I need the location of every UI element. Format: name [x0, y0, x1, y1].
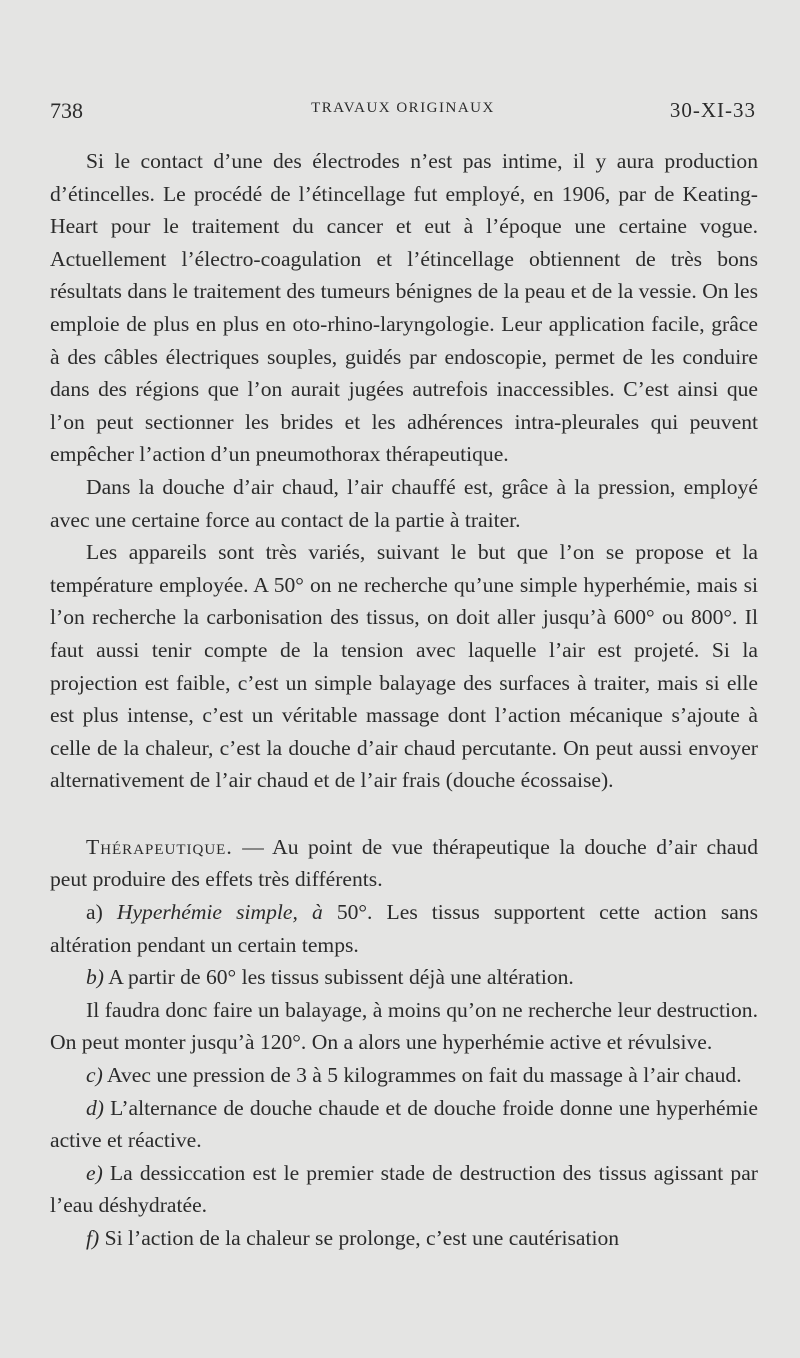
running-title: TRAVAUX ORIGINAUX: [311, 100, 495, 116]
list-item: a) Hyperhémie simple, à 50°. Les tissus supportent cette action sans altération pendant un certain temps.: [50, 900, 759, 957]
list-marker: d): [86, 1095, 104, 1120]
page-number: 738: [50, 98, 83, 123]
section-heading: Thérapeutique.: [86, 834, 233, 859]
list-item: e) La dessiccation est le premier stade de destruction des tissus agissant par l’eau déshydratée.: [50, 1160, 758, 1218]
header-date: 30-XI-33: [669, 98, 756, 122]
list-marker: b): [86, 965, 104, 990]
running-header: [50, 98, 756, 128]
list-item: c) Avec une pression de 3 à 5 kilogrammes on fait du massage à l’air chaud.: [86, 1063, 742, 1088]
list-marker: a): [86, 900, 103, 925]
body-text: [50, 145, 758, 1255]
list-marker: c): [86, 1063, 103, 1088]
list-item: f) Si l’action de la chaleur se prolonge, c’est une cautérisation: [86, 1226, 620, 1250]
list-marker: e): [86, 1160, 103, 1185]
list-item: b) A partir de 60° les tissus subissent déjà une altération.: [86, 965, 574, 990]
paragraph: Si le contact d’une des électrodes n’est pas intime, il y aura production d’étincelles. Le procédé de l’étincellage fut employé, en 1906, par de Keating-Heart pour le traitement du cancer et eut à l’époque une certaine vogue. Actuellement l’électro-coagulation et l’étincellage obtiennent de très bons résultats dans le traitement des tumeurs bénignes de la peau et de la vessie. On les emploie de plus en plus en oto-rhino-laryngologie. Leur application facile, grâce à des câbles électriques souples, guidés par endoscopie, permet de les conduire dans des régions que l’on aurait jugées autrefois inaccessibles. C’est ainsi que l’on peut sectionner les brides et les adhérences intra-pleurales qui peuvent empêcher l’action d’un pneumothorax thérapeutique.: [50, 149, 758, 467]
list-item: d) L’alternance de douche chaude et de douche froide donne une hyperhémie active et réactive.: [50, 1095, 758, 1153]
paragraph: Les appareils sont très variés, suivant le but que l’on se propose et la température employée. A 50° on ne recherche qu’une simple hyperhémie, mais si l’on recherche la carbonisation des tissus, on doit aller jusqu’à 600° ou 800°. Il faut aussi tenir compte de la tension avec laquelle l’air est projeté. Si la projection est faible, c’est un simple balayage des surfaces à traiter, mais si elle est plus intense, c’est un véritable massage dont l’action mécanique s’ajoute à celle de la chaleur, c’est la douche d’air chaud percutante. On peut aussi envoyer alternativement de l’air chaud et de l’air frais (douche écossaise).: [50, 540, 758, 793]
paragraph: Il faudra donc faire un balayage, à moins qu’on ne recherche leur destruction. On peut monter jusqu’à 120°. On a alors une hyperhémie active et révulsive.: [50, 997, 758, 1055]
list-marker: f): [86, 1226, 100, 1250]
emphasis: Hyperhémie simple, à: [102, 900, 323, 925]
paragraph: Dans la douche d’air chaud, l’air chauffé est, grâce à la pression, employé avec une certaine force au contact de la partie à traiter.: [50, 474, 758, 532]
section-paragraph: Thérapeutique. — Au point de vue thérapeutique la douche d’air chaud peut produire des effets très différents.: [50, 834, 758, 892]
